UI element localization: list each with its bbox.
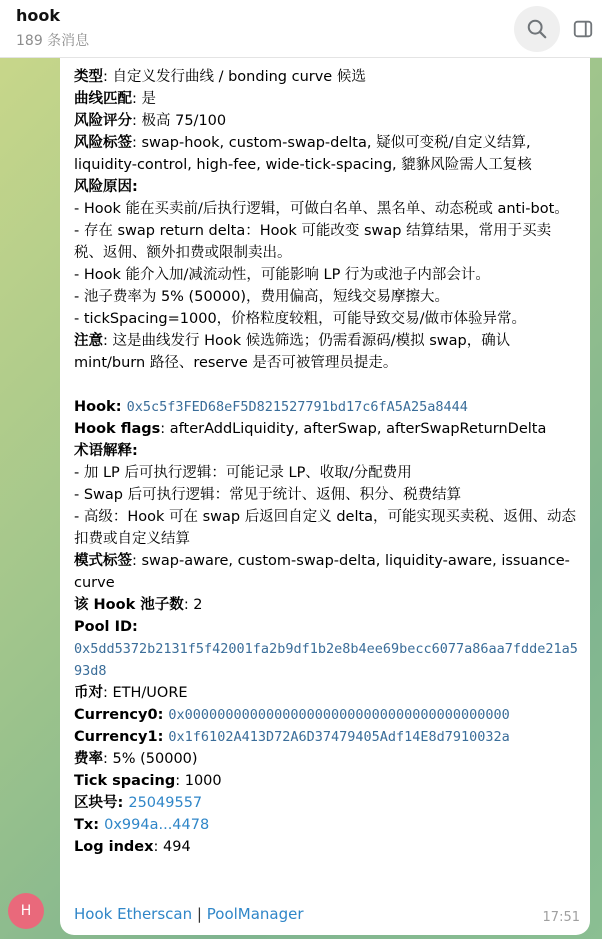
message-bubble [60, 58, 590, 935]
log-index-row: Log index: 494 [74, 839, 191, 855]
chat-title[interactable]: hook [16, 6, 61, 25]
fee-row: 费率: 5% (50000) [74, 751, 198, 767]
pool-count-row: 该 Hook 池子数: 2 [74, 597, 203, 613]
search-button[interactable] [514, 6, 560, 52]
block-link[interactable]: 25049557 [128, 795, 203, 811]
risk-tags-row: 风险标签: swap-hook, custom-swap-delta, 疑似可变税/自定义结算, liquidity-control, high-fee, wide-tick-spacing, 貔貅风险需人工复核 [74, 135, 532, 173]
glossary-item: - 加 LP 后可执行逻辑：可能记录 LP、收取/分配费用 [74, 465, 412, 481]
glossary-item: - 高级：Hook 可在 swap 后返回自定义 delta，可能实现买卖税、返佣、动态扣费或自定义结算 [74, 509, 577, 547]
risk-reasons-heading: 风险原因: [74, 179, 138, 195]
note-row: 注意: 这是曲线发行 Hook 候选筛选；仍需看源码/模拟 swap，确认 mint/burn 路径、reserve 是否可被管理员提走。 [74, 333, 511, 371]
sidebar-panel-icon [572, 18, 594, 40]
tx-row: Tx: 0x994a...4478 [74, 817, 210, 833]
curve-row: 曲线匹配: 是 [74, 91, 156, 107]
hook-etherscan-link[interactable]: Hook Etherscan [74, 905, 193, 923]
message-count: 189 条消息 [16, 33, 90, 49]
block-row: 区块号: 25049557 [74, 795, 203, 811]
risk-reason-item: - 存在 swap return delta：Hook 可能改变 swap 结算结果，常用于买卖税、返佣、额外扣费或限制卖出。 [74, 223, 552, 261]
tick-row: Tick spacing: 1000 [74, 773, 222, 789]
pool-id-value[interactable]: 0x5dd5372b2131f5f42001fa2b9df1b2e8b4ee69becc6077a86aa7fdde21a593d8 [74, 641, 578, 679]
risk-reason-item: - Hook 能介入加/减流动性，可能影响 LP 行为或池子内部会计。 [74, 267, 490, 283]
pool-id-heading: Pool ID: [74, 619, 138, 635]
risk-reason-item: - Hook 能在买卖前/后执行逻辑，可做白名单、黑名单、动态税或 anti-bot。 [74, 201, 569, 217]
chat-header [0, 0, 602, 58]
hook-row: Hook: 0x5c5f3FED68eF5D821527791bd17c6fA5A25a8444 [74, 399, 468, 415]
hook-address[interactable]: 0x5c5f3FED68eF5D821527791bd17c6fA5A25a8444 [126, 399, 468, 415]
currency0-address[interactable]: 0x0000000000000000000000000000000000000000 [168, 707, 510, 723]
link-separator: | [196, 905, 202, 923]
risk-score-row: 风险评分: 极高 75/100 [74, 113, 227, 129]
search-icon [526, 18, 548, 40]
mode-tags-row: 模式标签: swap-aware, custom-swap-delta, liquidity-aware, issuance-curve [74, 553, 570, 591]
tx-link[interactable]: 0x994a...4478 [104, 817, 210, 833]
sidebar-toggle-button[interactable] [560, 6, 602, 52]
poolmanager-link[interactable]: PoolManager [206, 905, 304, 923]
pair-row: 币对: ETH/UORE [74, 685, 188, 701]
type-row: 类型: 自定义发行曲线 / bonding curve 候选 [74, 69, 366, 85]
glossary-item: - Swap 后可执行逻辑：常见于统计、返佣、积分、税费结算 [74, 487, 462, 503]
currency1-row: Currency1: 0x1f6102A413D72A6D37479405Adf14E8d7910032a [74, 729, 510, 745]
glossary-heading: 术语解释: [74, 443, 138, 459]
message-time: 17:51 [542, 910, 580, 925]
currency1-address[interactable]: 0x1f6102A413D72A6D37479405Adf14E8d7910032a [168, 729, 510, 745]
flags-row: Hook flags: afterAddLiquidity, afterSwap, afterSwapReturnDelta [74, 421, 547, 437]
risk-reason-item: - 池子费率为 5% (50000)，费用偏高，短线交易摩擦大。 [74, 289, 450, 305]
currency0-row: Currency0: 0x0000000000000000000000000000000000000000 [74, 707, 510, 723]
risk-reason-item: - tickSpacing=1000，价格粒度较粗，可能导致交易/做市体验异常。 [74, 311, 527, 327]
message-links [74, 903, 304, 925]
avatar[interactable]: H [8, 893, 44, 929]
